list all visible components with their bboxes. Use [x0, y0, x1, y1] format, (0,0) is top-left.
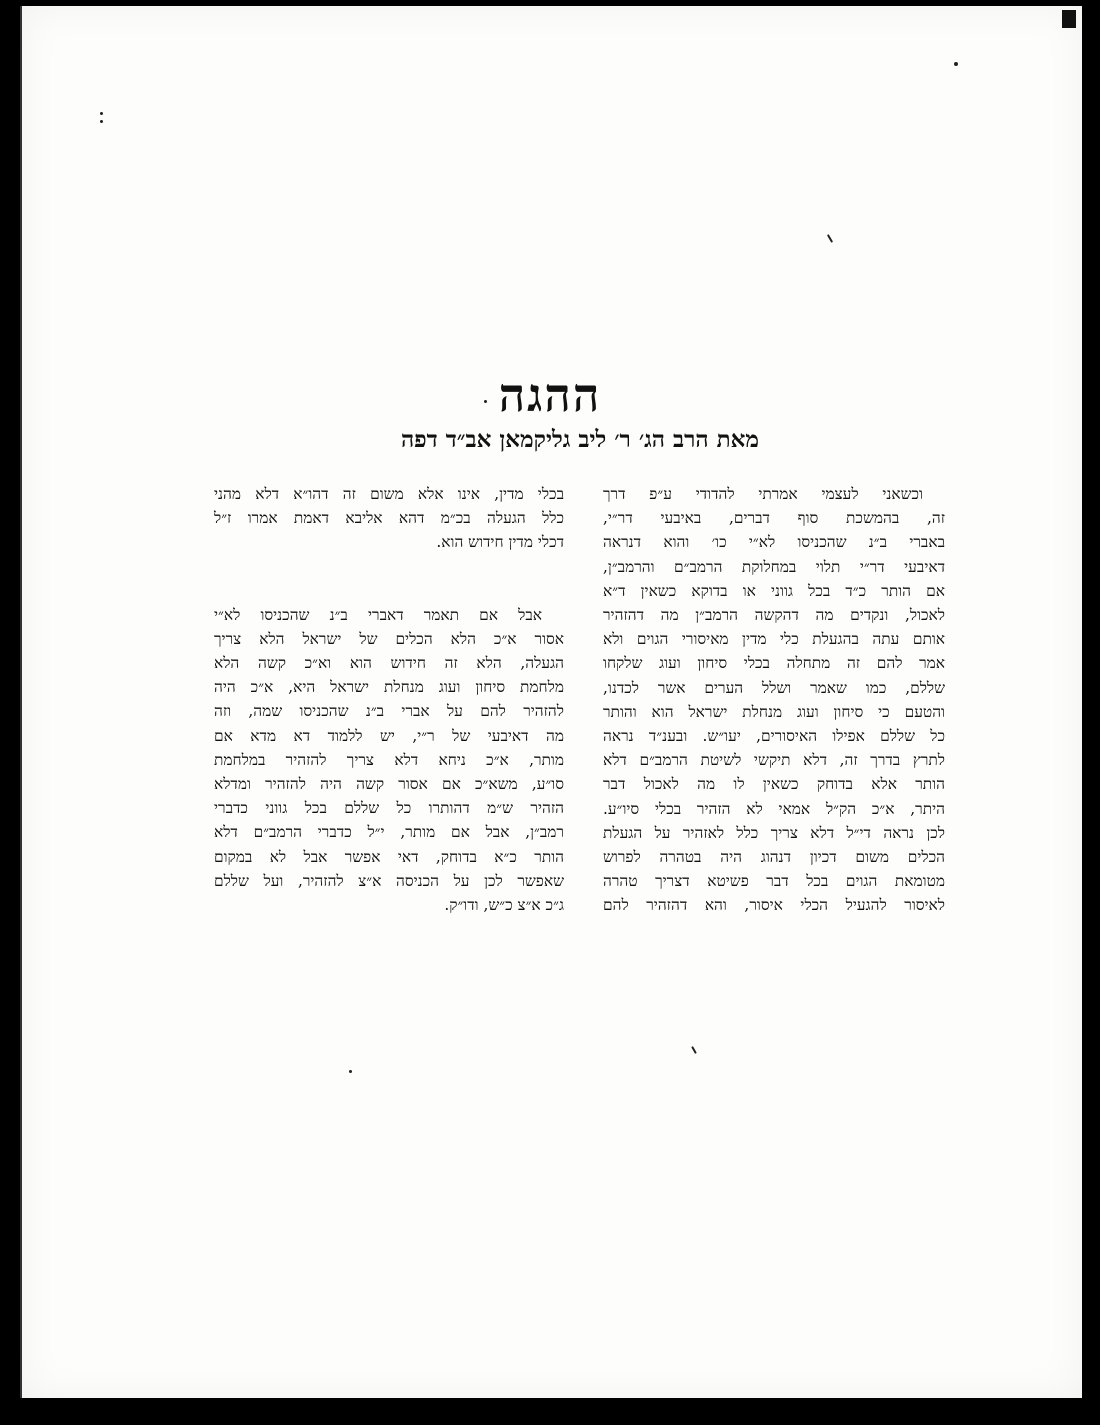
left-column [214, 482, 564, 917]
text-line: דכלי מדין חידוש הוא. [436, 533, 564, 552]
text-line: דאיבעי דר״י תלוי במחלוקת הרמב״ם והרמב״ן, [603, 557, 945, 576]
text-line: כלל הגעלה בכ״מ דהא אליבא דאמת אמרו ז״ל [214, 509, 564, 528]
text-line: וכשאני לעצמי אמרתי להדודי ע״פ דרך [603, 485, 923, 503]
speck [954, 62, 958, 66]
text-line: אם הותר כ״ד בכל גווני או בדוקא כשאין ד״א [603, 581, 945, 600]
text-line: באברי ב״נ שהכניסו לא״י כו׳ והוא דנראה [603, 533, 945, 552]
article-subtitle: מאת הרב הג׳ ר׳ ליב גליקמאן אב״ד דפה [400, 426, 760, 453]
text-line: שללם, כמו שאמר ושלל הערים אשר לכדנו, [603, 678, 945, 697]
text-line: סו״ע, משא״כ אם אסור קשה היה להזהיר ומדלא [214, 775, 564, 794]
speck [349, 1070, 352, 1073]
text-line: להזהיר להם על אברי ב״נ שהכניסו שמה, וזה [214, 702, 564, 721]
text-line: לאכול, ונקדים מה דהקשה הרמב״ן מה דהזהיר [603, 606, 945, 625]
text-line: לכן נראה די״ל דלא צריך כלל לאזהיר על הגעלת [603, 823, 945, 842]
text-line: אבל אם תאמר דאברי ב״נ שהכניסו לא״י [214, 605, 542, 624]
text-line: מותר, א״כ ניחא דלא צריך להזהיר במלחמת [214, 750, 564, 769]
text-line: זה, בהמשכת סוף דברים, באיבעי דר״י, [603, 509, 945, 528]
text-line: מלחמת סיחון ועוג מנחלת ישראל היא, א״כ היה [214, 678, 564, 697]
text-line: הותר אלא בדוחק כשאין לו מה לאכול דבר [603, 775, 945, 794]
text-line: כל שללם אפילו האיסורים, יעו״ש. ובענ״ד נראה [603, 727, 945, 746]
speck [100, 120, 103, 123]
scan-corner-mark [1062, 10, 1076, 28]
text-line: בכלי מדין, אינו אלא משום זה דהו״א דלא מהני [214, 485, 564, 503]
text-line: שאפשר לכן על הכניסה א״צ להזהיר, ועל שללם [214, 871, 564, 890]
right-column [603, 482, 945, 918]
article-title: ההגה [498, 368, 602, 422]
text-line: לאיסור להגעיל הכלי איסור, והא דהזהיר להם [603, 896, 945, 915]
text-line: מה דאיבעי של ר״י, יש ללמוד דא מדא אם [214, 726, 564, 745]
text-line: הזהיר ש״מ דהותרו כל שללם בכל גווני כדברי [214, 799, 564, 818]
text-line: היתר, א״כ הק״ל אמאי לא הזהיר בכלי סיו״ע. [603, 799, 945, 818]
paragraph-gap [214, 555, 564, 603]
text-line: אמר להם זה מתחלה בכלי סיחון ועוג שלקחו [603, 654, 945, 673]
speck [100, 112, 103, 115]
text-line: רמב״ן, אבל אם מותר, י״ל כדברי הרמב״ם דלא [214, 823, 564, 842]
text-line: מטומאת הגוים בכל דבר פשיטא דצריך טהרה [603, 872, 945, 891]
text-line: לתרץ בדרך זה, דלא תיקשי לשיטת הרמב״ם דלא [603, 751, 945, 770]
text-line: הותר כ״א בדוחק, דאי אפשר אבל לא במקום [214, 847, 564, 866]
text-line: ג״כ א״צ כ״ש, ודו״ק. [444, 896, 564, 915]
text-line: הכלים משום דכיון דנהוג היה בטהרה לפרוש [603, 848, 945, 867]
text-line: אסור א״כ הלא הכלים של ישראל הלא צריך [214, 629, 564, 648]
text-line: הגעלה, הלא זה חידוש הוא וא״כ קשה הלא [214, 654, 564, 673]
text-line: אותם עתה בהגעלת כלי מדין מאיסורי הגוים ולא [603, 630, 945, 649]
text-line: והטעם כי סיחון ועוג מנחלת ישראל הוא והותר [603, 702, 945, 721]
